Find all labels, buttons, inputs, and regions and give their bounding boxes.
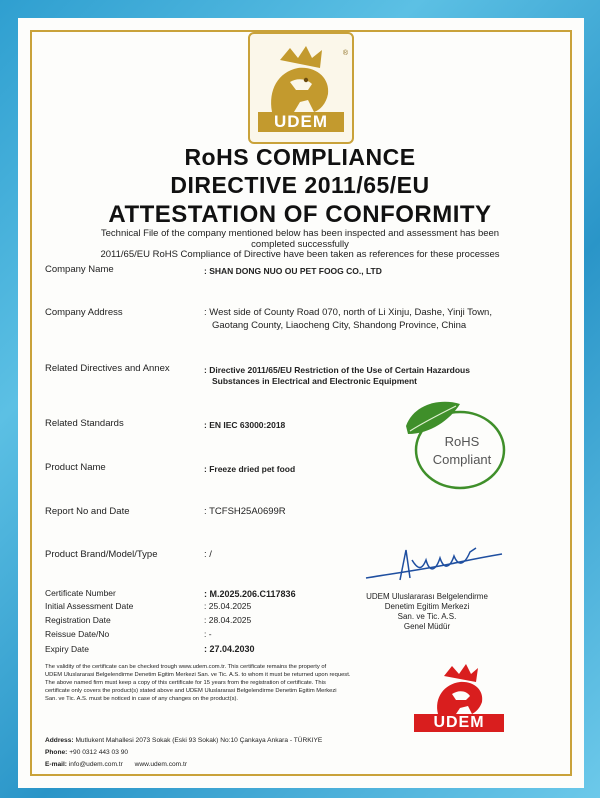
- udem-logo-top: [248, 32, 354, 144]
- directives-line-1: : Directive 2011/65/EU Restriction of the Use of Certain Hazardous: [204, 365, 470, 375]
- company-name-value: : SHAN DONG NUO OU PET FOOG CO., LTD: [204, 266, 382, 276]
- intro-line-3: 2011/65/EU RoHS Compliance of Directive have been taken as references for these processes: [100, 249, 500, 260]
- title-directive: DIRECTIVE 2011/65/EU: [170, 172, 430, 198]
- company-name-label: Company Name: [45, 264, 114, 275]
- intro-line-2: completed successfully: [251, 239, 349, 250]
- report-label: Report No and Date: [45, 506, 130, 517]
- address-value: Mutlukent Mahallesi 2073 Sokak (Eski 93 Sokak) No:10 Çankaya Ankara - TÜRKIYE: [75, 737, 323, 744]
- title-attestation: ATTESTATION OF CONFORMITY: [108, 201, 492, 228]
- company-address-line-2: Gaotang County, Liaocheng City, Shandong Province, China: [212, 320, 467, 331]
- initial-assessment-value: : 25.04.2025: [204, 601, 252, 611]
- udem-logo-text: UDEM: [258, 112, 344, 132]
- product-name-value: : Freeze dried pet food: [204, 464, 296, 474]
- standards-value: : EN IEC 63000:2018: [204, 420, 286, 430]
- phone-label: Phone:: [45, 749, 68, 756]
- notice-line: San. ve Tic. A.S. must be noticed in case of any changes on the product(s).: [45, 696, 239, 702]
- authority-line-4: Genel Müdür: [403, 622, 451, 631]
- phone-value: +90 0312 443 03 90: [69, 749, 129, 756]
- website-value: www.udem.com.tr: [134, 761, 188, 768]
- company-address-label: Company Address: [45, 307, 123, 318]
- email-value: info@udem.com.tr: [68, 761, 123, 768]
- notice-line: The above named firm must keep a copy of this certificate for 15 years from the registration of certificate. This: [45, 680, 326, 686]
- authority-line-1: UDEM Uluslararası Belgelendirme: [366, 592, 488, 601]
- product-name-label: Product Name: [45, 462, 106, 473]
- rohs-compliant-badge: [400, 398, 510, 492]
- authority-line-3: San. ve Tic. A.S.: [397, 612, 457, 621]
- certificate-number-value: : M.2025.206.C117836: [204, 589, 296, 599]
- intro-line-1: Technical File of the company mentioned below has been inspected and assessment has been: [100, 228, 500, 239]
- directives-label: Related Directives and Annex: [45, 363, 170, 374]
- footer-address: [45, 737, 322, 744]
- brand-model-value: : /: [204, 549, 212, 560]
- initial-assessment-label: Initial Assessment Date: [45, 601, 134, 611]
- registered-mark: ®: [342, 50, 348, 57]
- brand-model-label: Product Brand/Model/Type: [45, 549, 158, 560]
- footer-phone: [45, 749, 128, 756]
- notice-line: UDEM Uluslararasi Belgelendirme Denetim Egitim Merkezi San. ve Tic. A.S. to whom it must be returned upon request.: [45, 672, 351, 678]
- email-label: E-mail:: [45, 761, 67, 768]
- notice-line: The validity of the certificate can be checked trough www.udem.com.tr. This certificate remains the property of: [45, 664, 327, 670]
- reissue-label: Reissue Date/No: [45, 629, 110, 639]
- udem-logo-bottom-text: UDEM: [414, 714, 504, 732]
- address-label: Address:: [45, 737, 74, 744]
- reissue-value: : -: [204, 629, 212, 639]
- certificate-number-label: Certificate Number: [45, 588, 116, 598]
- expiry-date-label: Expiry Date: [45, 644, 89, 654]
- registration-date-value: : 28.04.2025: [204, 615, 252, 625]
- rohs-badge-line-2: Compliant: [432, 452, 492, 467]
- footer-email: [45, 761, 187, 768]
- lion-emblem-red-icon: [414, 662, 504, 716]
- validity-notice: [45, 663, 415, 703]
- authority-line-2: Denetim Egitim Merkezi: [384, 602, 470, 611]
- rohs-badge-line-1: RoHS: [444, 434, 480, 449]
- lion-emblem-icon: [250, 38, 352, 118]
- standards-label: Related Standards: [45, 418, 124, 429]
- report-value: : TCFSH25A0699R: [204, 506, 286, 517]
- notice-line: certificate only covers the product(s) stated above and UDEM Uluslararasi Belgelendirme Denetim Egitim Merkezi: [45, 688, 337, 694]
- signature-icon: [360, 540, 510, 590]
- udem-logo-bottom: [414, 662, 504, 732]
- directives-line-2: Substances in Electrical and Electronic Equipment: [212, 376, 418, 386]
- company-address-line-1: : West side of County Road 070, north of Li Xinju, Dashe, Yinji Town,: [204, 307, 492, 318]
- registration-date-label: Registration Date: [45, 615, 111, 625]
- title-rohs-compliance: RoHS COMPLIANCE: [184, 144, 416, 170]
- expiry-date-value: : 27.04.2030: [204, 644, 255, 654]
